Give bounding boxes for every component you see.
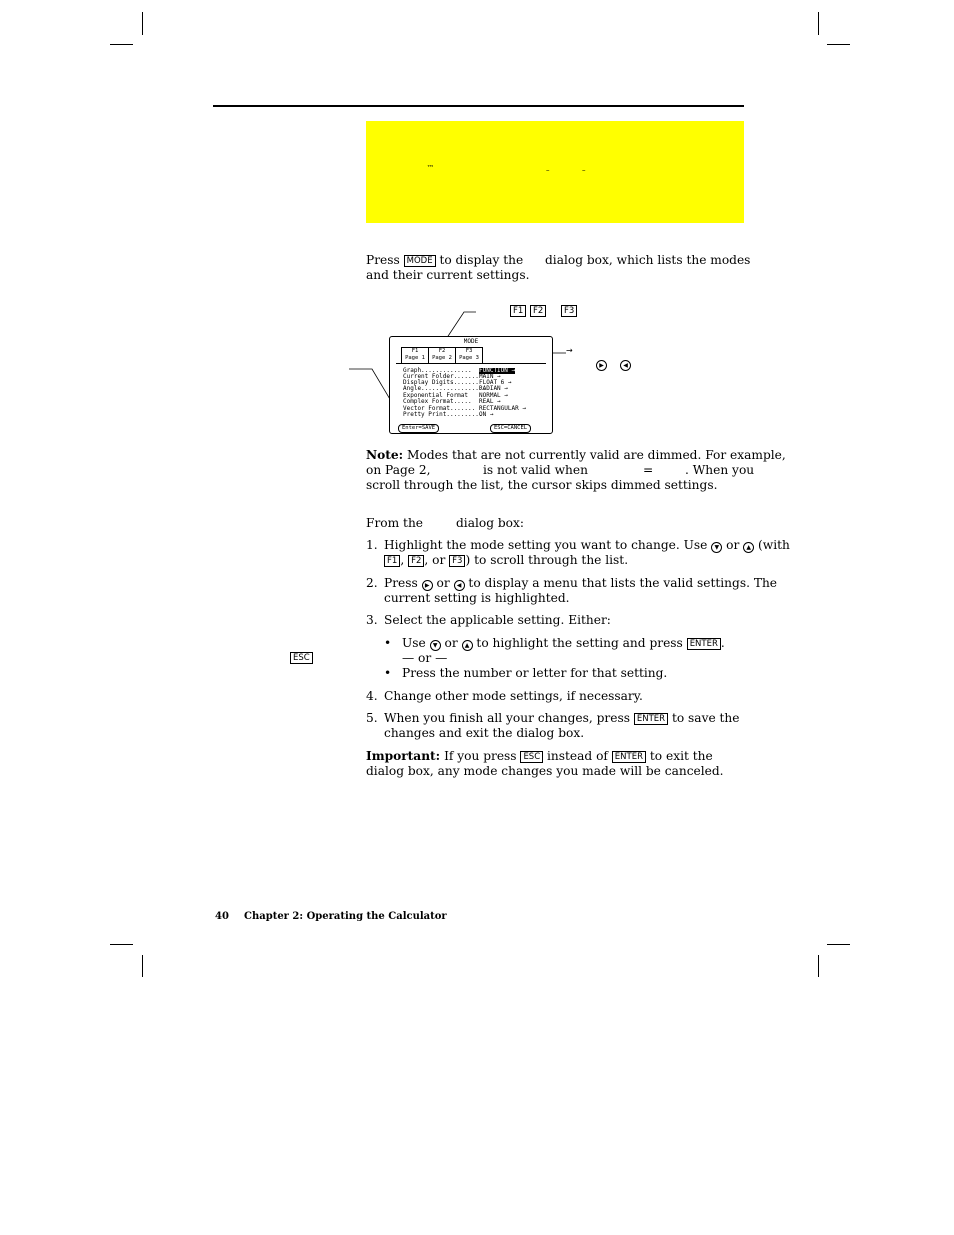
- step-number: 2.: [366, 576, 378, 590]
- step-text: current setting is highlighted.: [384, 591, 570, 605]
- step-text: Press: [384, 576, 418, 590]
- step-text: changes and exit the dialog box.: [384, 726, 585, 740]
- tab-key: F2: [438, 348, 446, 354]
- important-text: to exit the: [649, 749, 713, 763]
- trademark-mark: ™: [427, 164, 434, 172]
- step-text: Press the number or letter for that setting.: [402, 666, 668, 680]
- tab-page-1[interactable]: [401, 347, 429, 363]
- f1-key: F1: [510, 305, 526, 317]
- enter-key: ENTER: [687, 638, 721, 650]
- crop-mark: [818, 955, 819, 977]
- mode-row-value[interactable]: FUNCTION →: [479, 367, 516, 374]
- intro-text: Press: [366, 253, 400, 267]
- up-arrow-key-icon: ▲: [743, 542, 754, 553]
- save-button[interactable]: Enter=SAVE: [398, 424, 439, 433]
- esc-key: ESC: [290, 652, 313, 664]
- step-1-line: [384, 538, 790, 553]
- mode-row-label: Display Digits.......: [403, 379, 479, 386]
- left-arrow-key-icon: ◀: [454, 580, 465, 591]
- note-label: Note:: [366, 448, 404, 462]
- mode-row-label: Graph..............: [403, 367, 472, 374]
- tab-divider: [396, 363, 546, 364]
- down-arrow-key-icon: ▼: [430, 640, 441, 651]
- step-number: 3.: [366, 613, 378, 627]
- step-1-line: F1 , F2 , or F3 ) to scroll through the list.: [384, 553, 628, 568]
- intro-text: to display the: [439, 253, 524, 267]
- mode-row-label: Angle..................: [403, 385, 487, 392]
- crop-mark: [827, 944, 850, 945]
- mode-row-value[interactable]: NORMAL →: [479, 392, 508, 399]
- calculator-screen: [389, 336, 553, 434]
- crop-mark: [142, 955, 143, 977]
- mode-row-label: Current Folder.......: [403, 373, 479, 380]
- or-separator: — or —: [402, 651, 448, 665]
- important-label: Important:: [366, 749, 441, 763]
- left-arrow-key-icon: ◀: [620, 360, 631, 371]
- bullet: •: [384, 666, 392, 680]
- esc-key: ESC: [520, 751, 543, 763]
- step-text: ) to scroll through the list.: [465, 553, 629, 567]
- step-text: to highlight the setting and press: [476, 636, 683, 650]
- page-number: 40: [215, 911, 229, 922]
- step-text: (with: [758, 538, 790, 552]
- mode-row-value[interactable]: REAL →: [479, 398, 501, 405]
- important-text: dialog box, any mode changes you made will be canceled.: [366, 764, 724, 778]
- step-number: 1.: [366, 538, 378, 552]
- note-text: on Page 2,: [366, 463, 431, 477]
- important-text: instead of: [547, 749, 608, 763]
- cancel-button[interactable]: ESC=CANCEL: [490, 424, 531, 433]
- tab-page-2[interactable]: [428, 347, 456, 363]
- important-text: If you press: [444, 749, 517, 763]
- step-text: or: [436, 576, 450, 590]
- tab-label: Page 2: [432, 354, 452, 361]
- down-arrow-key-icon: ▼: [711, 542, 722, 553]
- chapter-title: Chapter 2: Operating the Calculator: [244, 911, 447, 922]
- note-text: =: [643, 463, 654, 477]
- mode-row-label: Vector Format.......: [403, 405, 476, 412]
- intro-text: dialog box, which lists the modes: [545, 253, 751, 267]
- from-text: dialog box:: [456, 516, 524, 530]
- tab-page-3[interactable]: [455, 347, 483, 363]
- enter-key: ENTER: [612, 751, 646, 763]
- mode-key: MODE: [404, 255, 436, 267]
- mode-row-label: Complex Format.....: [403, 398, 472, 405]
- right-arrow-key-icon: ▶: [596, 360, 607, 371]
- note-text: is not valid when: [483, 463, 588, 477]
- important-line: [366, 749, 713, 764]
- step-text: or: [444, 636, 458, 650]
- enter-key: ENTER: [634, 713, 668, 725]
- mode-row-value[interactable]: FLOAT 6 →: [479, 379, 512, 386]
- mode-row-value[interactable]: RADIAN →: [479, 385, 508, 392]
- dash: –: [546, 166, 550, 174]
- up-arrow-key-icon: ▲: [462, 640, 473, 651]
- crop-mark: [110, 944, 133, 945]
- arrow-right-icon: →: [566, 346, 573, 355]
- f3-key: F3: [561, 305, 577, 317]
- note-text: Modes that are not currently valid are dimmed. For example,: [407, 448, 786, 462]
- step-text: Select the applicable setting. Either:: [384, 613, 611, 627]
- right-arrow-key-icon: ▶: [422, 580, 433, 591]
- step-text: Use: [402, 636, 426, 650]
- f2-key: F2: [530, 305, 546, 317]
- step-text: When you finish all your changes, press: [384, 711, 630, 725]
- f2-key: F2: [408, 555, 424, 567]
- bullet: •: [384, 636, 392, 650]
- tab-label: Page 3: [459, 354, 479, 361]
- note-text: scroll through the list, the cursor skips dimmed settings.: [366, 478, 718, 492]
- step-text: Highlight the mode setting you want to change. Use: [384, 538, 708, 552]
- step-text: to save the: [671, 711, 740, 725]
- intro-text: and their current settings.: [366, 268, 530, 282]
- screen-title: MODE: [463, 338, 479, 345]
- step-text: or: [726, 538, 740, 552]
- tab-key: F3: [465, 348, 473, 354]
- mode-row-value[interactable]: ON →: [479, 411, 494, 418]
- step-5-line: [384, 711, 740, 726]
- tab-label: Page 1: [405, 354, 425, 361]
- step-2-line: [384, 576, 777, 591]
- tab-key: F1: [411, 348, 419, 354]
- from-text: From the: [366, 516, 424, 530]
- step-text: Change other mode settings, if necessary.: [384, 689, 643, 703]
- step-text: to display a menu that lists the valid settings. The: [468, 576, 778, 590]
- bullet-line: Use ▼ or ▲ to highlight the setting and press ENTER .: [402, 636, 725, 650]
- f3-key: F3: [449, 555, 465, 567]
- step-number: 5.: [366, 711, 378, 725]
- mode-row-value[interactable]: RECTANGULAR →: [479, 405, 526, 412]
- dash: –: [582, 166, 586, 174]
- f1-key: F1: [384, 555, 400, 567]
- mode-row-value[interactable]: MAIN →: [479, 373, 501, 380]
- mode-row-label: Exponential Format: [403, 392, 469, 399]
- step-number: 4.: [366, 689, 378, 703]
- mode-row-label: Pretty Print..........: [403, 411, 483, 418]
- note-line: [366, 448, 786, 463]
- note-text: . When you: [685, 463, 755, 477]
